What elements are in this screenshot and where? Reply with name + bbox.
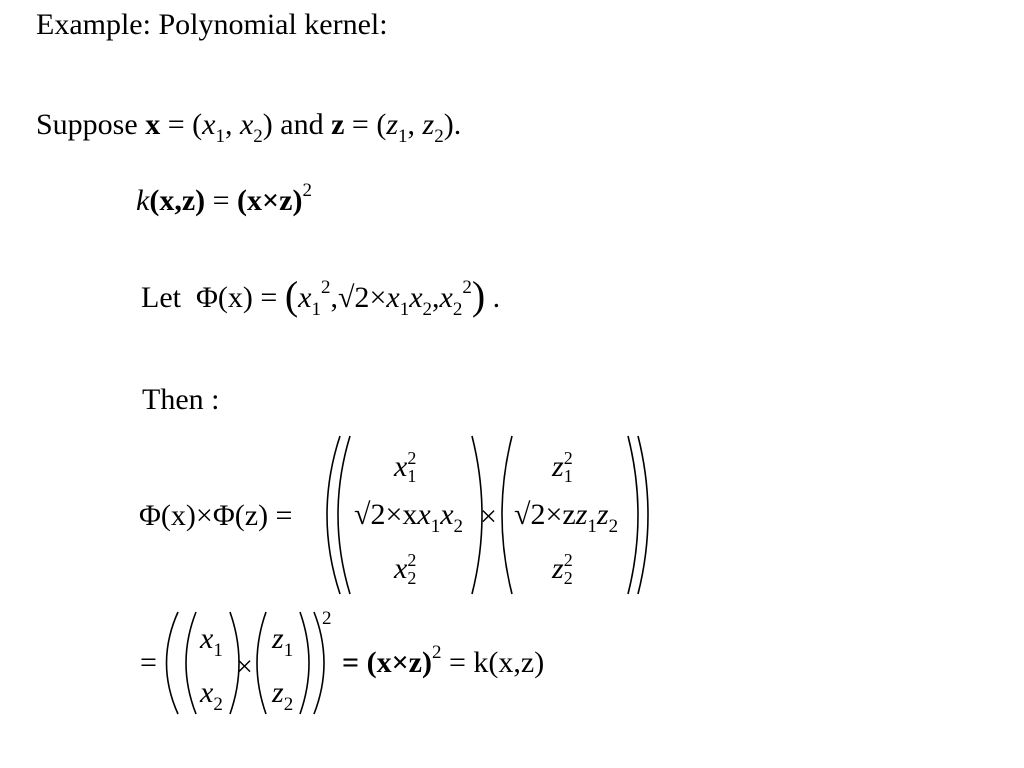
then-label: Then : [142, 383, 220, 416]
slide-title: Example: Polynomial kernel: [36, 8, 388, 41]
result-rhs [342, 642, 545, 680]
right-vec-left-paren [502, 436, 512, 594]
subscript-2: 2 [253, 126, 263, 147]
phi-x1-sq: 2 [320, 277, 331, 298]
lv1-sup: 2 [407, 448, 417, 468]
result-times: × [236, 650, 253, 683]
subscript-1: 1 [215, 126, 225, 147]
phi-x2b-sub: 2 [452, 299, 463, 320]
close-big-paren: ) [471, 273, 486, 318]
right-vector-row-3 [552, 552, 573, 586]
phi-lhs: Φ(x) = [195, 281, 278, 314]
rv2-z2: z [596, 498, 609, 531]
phi-x1b-sub: 1 [399, 299, 410, 320]
right-vec-right-paren [628, 436, 638, 594]
kernel-rhs: (x×z) [237, 184, 303, 217]
phi-x2-sub: 2 [422, 299, 433, 320]
open-big-paren: ( [284, 273, 299, 318]
left-vector-entry-1: x [394, 450, 408, 483]
dot-times: × [480, 500, 497, 533]
lv3-sup: 2 [407, 550, 417, 570]
open-paren: ( [192, 108, 203, 141]
x2: x [239, 108, 254, 141]
left-vector-row-3 [394, 552, 416, 586]
result-x2 [200, 676, 223, 715]
rv2-z1-sub: 1 [587, 516, 597, 537]
result-z1 [272, 622, 294, 661]
phi-x2b: x [439, 281, 453, 314]
rv1-sub: 1 [563, 466, 573, 486]
result-rhs-dot: = (x×z) [342, 646, 432, 679]
phi-x1-sub: 1 [311, 299, 321, 320]
dot-product-lhs: Φ(x)×Φ(z) = [139, 499, 293, 532]
result-left-paren [186, 612, 196, 714]
end-paren: ). [443, 108, 462, 141]
equals-sign: = [167, 108, 185, 141]
lv1-sub: 1 [407, 466, 417, 486]
phi-x1b: x [386, 281, 400, 314]
kernel-k: k [136, 184, 150, 217]
kernel-power: 2 [302, 180, 312, 201]
sqrt2: √2 [337, 281, 370, 314]
result-x1-sub: 1 [213, 640, 223, 661]
result-rhs-power: 2 [432, 642, 442, 663]
z1: z [386, 108, 399, 141]
result-x1 [200, 622, 223, 661]
subscript-z1: 1 [398, 126, 408, 147]
right-vector-row-2 [514, 498, 619, 537]
left-vector-entry-3: x [394, 552, 408, 585]
and-word: and [280, 108, 324, 141]
result-z2-var: z [272, 676, 284, 709]
rv2-z2-sub: 2 [608, 516, 619, 537]
result-z2 [272, 676, 294, 715]
phi-x2b-sq: 2 [462, 277, 472, 298]
result-kernel: = k(x,z) [449, 646, 545, 679]
rv3-sub: 2 [563, 568, 573, 588]
result-equals: = [140, 646, 157, 679]
subscript-z2: 2 [434, 126, 444, 147]
open-paren-z: ( [376, 108, 387, 141]
outer-left-paren-2 [338, 436, 350, 594]
result-x1-var: x [200, 622, 214, 655]
vector-z: z [331, 108, 345, 141]
result-z1-var: z [272, 622, 284, 655]
close-paren: ) [262, 108, 273, 141]
left-vector-entry-2: √2×x [354, 498, 418, 531]
x1: x [202, 108, 216, 141]
result-outer-left-paren [167, 612, 179, 714]
suppose-word: Suppose [36, 108, 138, 141]
comma: , [224, 108, 233, 141]
right-vector-entry-2: √2×z [514, 498, 576, 531]
right-vector-row-1 [552, 450, 573, 484]
kernel-equals: = [212, 184, 230, 217]
rv1-sup: 2 [563, 448, 573, 468]
phi-x1: x [298, 281, 312, 314]
let-word: Let [141, 281, 181, 314]
z2: z [422, 108, 435, 141]
left-vector-row-1 [394, 450, 416, 484]
result-right-vec-close [300, 612, 309, 714]
result-x2-var: x [200, 676, 214, 709]
lv2-x1-sub: 1 [430, 516, 441, 537]
right-vector-entry-3: z [552, 552, 564, 585]
result-z1-sub: 1 [283, 640, 294, 661]
result-right-vec-open [257, 612, 266, 714]
kernel-args: (x,z) [149, 184, 206, 217]
lv2-x2-sub: 2 [453, 516, 464, 537]
lv3-sub: 2 [407, 568, 417, 588]
outer-right-paren [638, 436, 648, 594]
right-vector-entry-1: z [552, 450, 564, 483]
equals-sign-z: = [351, 108, 369, 141]
vector-x: x [145, 108, 161, 141]
lv2-x1: x [417, 498, 431, 531]
rv2-z1: z [575, 498, 588, 531]
phi-definition: Let $\Phi(x) = (x_1^2,√2\times x_1x_2,x_2^2)$ . [141, 273, 501, 320]
lv2-x2: x [440, 498, 454, 531]
comma-z: , [407, 108, 416, 141]
phi-x2: x [409, 281, 423, 314]
result-z2-sub: 2 [283, 694, 294, 715]
result-outer-power: 2 [322, 608, 332, 629]
rv3-sup: 2 [563, 550, 573, 570]
phi-period: . [492, 281, 501, 314]
result-x2-sub: 2 [213, 694, 223, 715]
left-vector-row-2 [354, 498, 464, 537]
